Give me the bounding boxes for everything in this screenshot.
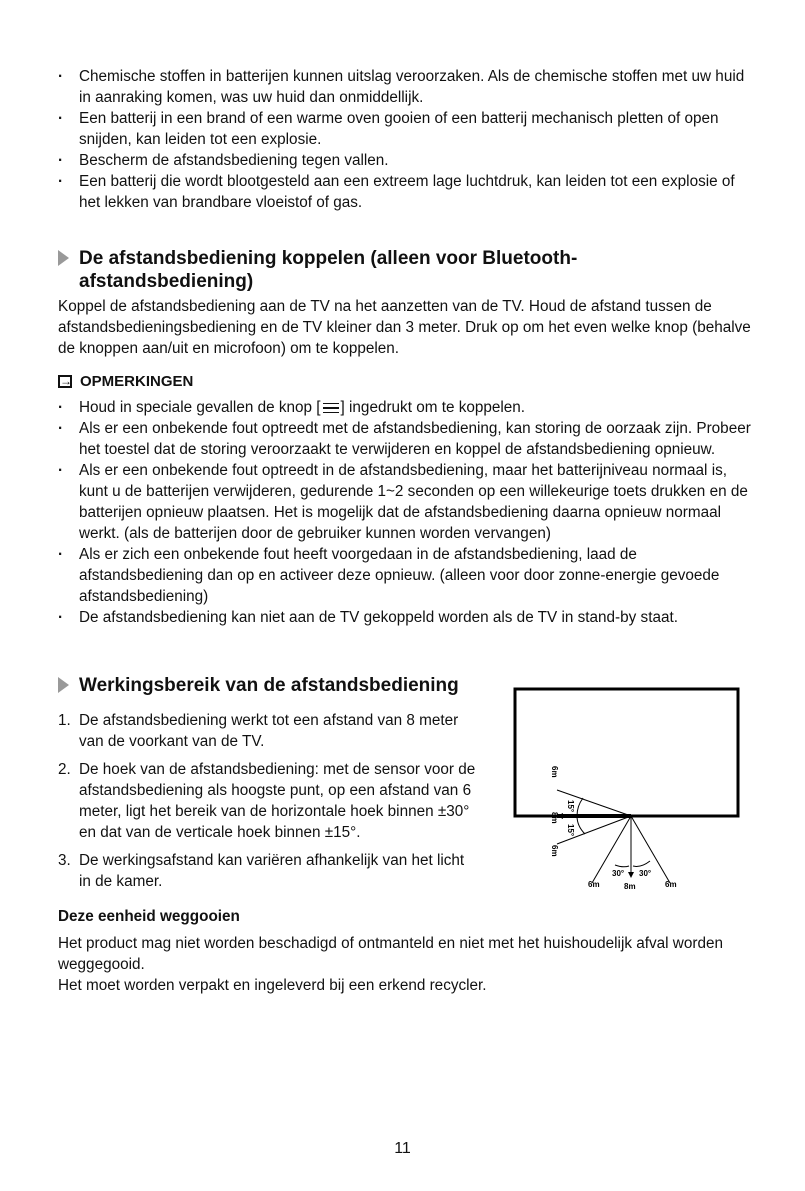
disposal-section	[58, 906, 758, 996]
range-section	[58, 674, 488, 899]
range-title: Werkingsbereik van de afstandsbediening	[79, 675, 459, 696]
label-6m: 6m	[550, 845, 559, 857]
item-number: 1.	[58, 712, 71, 729]
label-6m: 6m	[665, 880, 677, 889]
menu-button-icon	[323, 400, 339, 417]
disposal-text: Het product mag niet worden beschadigd of ontmanteld en niet met het huishoudelijk afval worden weggegooid.	[58, 935, 723, 973]
notes-title: OPMERKINGEN	[80, 373, 194, 390]
note-arrow-icon	[58, 375, 72, 388]
label-6m: 6m	[588, 880, 600, 889]
pairing-heading	[58, 247, 618, 293]
triangle-bullet-icon	[58, 250, 69, 266]
label-30deg: 30°	[612, 869, 625, 878]
range-item	[58, 850, 478, 892]
note-item	[58, 397, 758, 418]
pairing-text: Koppel de afstandsbediening aan de TV na het aanzetten van de TV. Houd de afstand tussen de afstandsbedieningsbediening en de TV kleiner dan 3 meter. Druk op om het even welke knop (behalve de knoppen aan/uit en microfoon) om te koppelen.	[58, 298, 751, 357]
label-15deg: 15°	[566, 824, 575, 837]
pairing-section	[58, 247, 618, 293]
warning-item: · Een batterij die wordt blootgesteld aan een extreem lage luchtdruk, kan leiden tot een explosie of het lekken van brandbare vloeistof of gas.	[58, 171, 758, 213]
note-text: Houd in speciale gevallen de knop [	[79, 399, 321, 416]
angle-arc	[633, 861, 650, 866]
note-item: · Als er zich een onbekende fout heeft voorgedaan in de afstandsbediening, laad de afstandsbediening dan op en activeer deze opnieuw. (alleen voor door zonne-energie gevoede afstandsbediening)	[58, 544, 758, 607]
tv-outline	[515, 689, 738, 816]
item-text: De afstandsbediening werkt tot een afstand van 8 meter van de voorkant van de TV.	[79, 712, 459, 750]
note-item: · Als er een onbekende fout optreedt in de afstandsbediening, maar het batterijniveau normaal is, kunt u de batterijen verwijderen, gedurende 1~2 seconden op een willekeurige toets drukken en de batterijen opnieuw plaatsen. Het is mogelijk dat de afstandsbediening daarna opnieuw normaal werkt. (als de batterijen door de gebruiker kunnen worden vervangen)	[58, 460, 758, 544]
disposal-text: Het moet worden verpakt en ingeleverd bij een erkend recycler.	[58, 977, 487, 994]
disposal-heading: Deze eenheid weggooien	[58, 908, 240, 925]
notes-section	[58, 371, 758, 628]
pairing-body	[58, 296, 758, 359]
notes-heading	[58, 371, 758, 392]
item-text: De hoek van de afstandsbediening: met de sensor voor de afstandsbediening als hoogste punt, op een afstand van 6 meter, ligt het bereik van de horizontale hoek binnen ±30° en dat van de verticale hoek binnen ±15°.	[79, 761, 476, 841]
triangle-bullet-icon	[58, 677, 69, 693]
pairing-title: De afstandsbediening koppelen (alleen voor Bluetooth-afstandsbediening)	[79, 248, 578, 292]
angle-arc	[615, 865, 629, 867]
range-item	[58, 759, 478, 843]
range-heading	[58, 674, 488, 697]
arrow-icon	[628, 872, 634, 878]
item-text: De werkingsafstand kan variëren afhankelijk van het licht in de kamer.	[79, 852, 465, 890]
label-8m: 8m	[550, 812, 559, 824]
battery-warnings	[58, 66, 758, 213]
note-item: · Als er een onbekende fout optreedt met de afstandsbediening, kan storing de oorzaak zijn. Probeer het toestel dat de storing veroorzaakt te verwijderen en koppel de afstandsbediening opnieuw.	[58, 418, 758, 460]
warning-item: · Bescherm de afstandsbediening tegen vallen.	[58, 150, 758, 171]
page-number: 11	[394, 1140, 411, 1157]
item-number: 2.	[58, 761, 71, 778]
label-8m: 8m	[624, 882, 636, 891]
range-item	[58, 710, 478, 752]
range-diagram	[505, 680, 745, 900]
warning-item: · Een batterij in een brand of een warme oven gooien of een batterij mechanisch pletten of open snijden, kan leiden tot een explosie.	[58, 108, 758, 150]
label-30deg: 30°	[639, 869, 652, 878]
note-item: · De afstandsbediening kan niet aan de TV gekoppeld worden als de TV in stand-by staat.	[58, 607, 758, 628]
item-number: 3.	[58, 852, 71, 869]
label-15deg: 15°	[566, 800, 575, 813]
label-6m: 6m	[550, 766, 559, 778]
warning-item: · Chemische stoffen in batterijen kunnen uitslag veroorzaken. Als de chemische stoffen met uw huid in aanraking komen, was uw huid dan onmiddellijk.	[58, 66, 758, 108]
angle-arc	[577, 798, 583, 816]
angle-arc	[577, 816, 585, 834]
note-text: ] ingedrukt om te koppelen.	[340, 399, 526, 416]
